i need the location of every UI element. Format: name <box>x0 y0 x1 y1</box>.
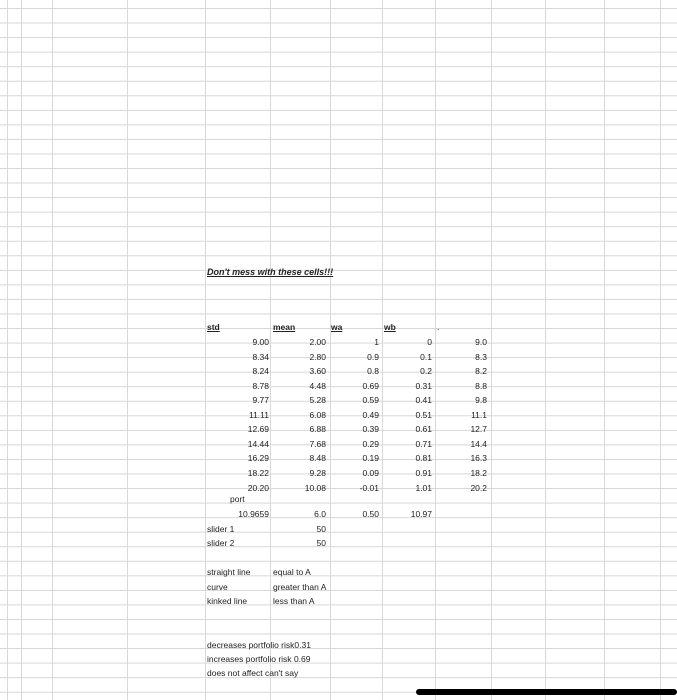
cell-mean[interactable]: 3.60 <box>309 366 326 377</box>
cell-wa[interactable]: 0.09 <box>362 468 379 478</box>
port-std[interactable]: 10.9659 <box>238 509 269 519</box>
cell-extra[interactable]: 8.3 <box>475 351 487 362</box>
warning-text: Don't mess with these cells!!! <box>207 267 334 277</box>
cell-wb[interactable]: 1.01 <box>415 482 432 493</box>
cell-wa[interactable]: 0.49 <box>362 409 379 420</box>
header-mean: mean <box>273 322 296 332</box>
cell-extra[interactable]: 14.4 <box>470 438 487 449</box>
cell-wa[interactable]: 0.69 <box>362 380 379 391</box>
cell-std[interactable]: 9.77 <box>252 395 269 406</box>
effect-item <box>207 654 310 665</box>
port-wa[interactable]: 0.50 <box>362 509 379 519</box>
cell-wa[interactable]: 1 <box>374 337 379 347</box>
cell-extra[interactable]: 8.8 <box>475 380 487 391</box>
slider-1-value[interactable]: 50 <box>316 524 326 534</box>
shape-label: kinked line <box>207 596 248 606</box>
column-divider <box>205 0 206 700</box>
column-divider <box>52 0 53 700</box>
cell-mean[interactable]: 4.48 <box>309 380 326 391</box>
cell-extra[interactable]: 16.3 <box>470 453 487 464</box>
column-divider <box>21 0 22 700</box>
cell-std[interactable]: 14.44 <box>247 438 269 449</box>
cell-std[interactable]: 8.34 <box>252 351 269 362</box>
cell-mean[interactable]: 7.68 <box>309 438 326 449</box>
effect-value: 0.31 <box>294 640 311 650</box>
port-label: port <box>230 494 245 504</box>
cell-mean[interactable]: 9.28 <box>309 468 326 478</box>
cell-wa[interactable]: 0.39 <box>362 424 379 435</box>
effect-item <box>207 668 298 679</box>
cell-extra[interactable]: 9.8 <box>475 395 487 406</box>
cell-wa[interactable]: -0.01 <box>359 482 379 493</box>
column-divider <box>7 0 8 700</box>
header-wa: wa <box>331 322 343 332</box>
slider-1-label: slider 1 <box>207 524 235 534</box>
shape-relation: greater than A <box>273 582 327 592</box>
cell-wb[interactable]: 0.31 <box>415 380 432 391</box>
cell-mean[interactable]: 6.08 <box>309 409 326 420</box>
cell-extra[interactable]: 12.7 <box>470 424 487 435</box>
slider-2-label: slider 2 <box>207 538 235 548</box>
effect-label: increases portfolio risk <box>207 654 292 664</box>
cell-std[interactable]: 8.24 <box>252 366 269 377</box>
shape-relation: equal to A <box>273 567 311 577</box>
port-wb[interactable]: 10.97 <box>410 509 432 519</box>
column-divider <box>545 0 546 700</box>
cell-std[interactable]: 9.00 <box>252 337 269 347</box>
cell-std[interactable]: 18.22 <box>247 468 269 478</box>
cell-wb[interactable]: 0 <box>427 337 432 347</box>
cell-wa[interactable]: 0.59 <box>362 395 379 406</box>
header-wb: wb <box>384 322 396 332</box>
cell-std[interactable]: 16.29 <box>247 453 269 464</box>
effect-value: can't say <box>264 668 299 678</box>
cell-std[interactable]: 8.78 <box>252 380 269 391</box>
effect-label: decreases portfolio risk <box>207 640 295 650</box>
cell-wa[interactable]: 0.9 <box>367 351 379 362</box>
column-divider <box>491 0 492 700</box>
cell-mean[interactable]: 6.88 <box>309 424 326 435</box>
cell-mean[interactable]: 10.08 <box>304 482 326 493</box>
cell-std[interactable]: 11.11 <box>248 409 269 420</box>
header-extra: . <box>437 322 440 332</box>
shape-label: curve <box>207 582 228 592</box>
cell-wb[interactable]: 0.41 <box>415 395 432 406</box>
column-divider <box>382 0 383 700</box>
effect-label: does not affect <box>207 668 263 678</box>
cell-extra[interactable]: 8.2 <box>475 366 487 377</box>
column-divider <box>435 0 436 700</box>
cell-wb[interactable]: 0.51 <box>415 409 432 420</box>
cell-mean[interactable]: 2.00 <box>309 337 326 347</box>
cell-mean[interactable]: 5.28 <box>309 395 326 406</box>
cell-std[interactable]: 12.69 <box>247 424 269 435</box>
column-divider <box>660 0 661 700</box>
cell-wa[interactable]: 0.29 <box>362 438 379 449</box>
cell-extra[interactable]: 11.1 <box>471 409 487 420</box>
cell-wb[interactable]: 0.2 <box>420 366 432 377</box>
effect-item <box>207 640 311 651</box>
cell-wa[interactable]: 0.8 <box>367 366 379 377</box>
cell-std[interactable]: 20.20 <box>247 482 269 493</box>
cell-wb[interactable]: 0.81 <box>415 453 432 464</box>
cell-extra[interactable]: 20.2 <box>470 482 487 493</box>
shape-relation: less than A <box>273 596 315 606</box>
cell-wb[interactable]: 0.91 <box>415 468 432 478</box>
cell-mean[interactable]: 2.80 <box>309 351 326 362</box>
cell-wa[interactable]: 0.19 <box>362 453 379 464</box>
home-indicator <box>416 689 677 695</box>
cell-extra[interactable]: 9.0 <box>475 337 487 347</box>
port-mean[interactable]: 6.0 <box>314 509 326 519</box>
cell-extra[interactable]: 18.2 <box>470 468 487 478</box>
column-divider <box>270 0 271 700</box>
effect-value: 0.69 <box>293 654 311 664</box>
slider-2-value[interactable]: 50 <box>316 538 326 548</box>
column-divider <box>330 0 331 700</box>
cell-wb[interactable]: 0.71 <box>415 438 432 449</box>
header-std: std <box>207 322 220 332</box>
shape-label: straight line <box>207 567 251 577</box>
column-divider <box>604 0 605 700</box>
cell-mean[interactable]: 8.48 <box>309 453 326 464</box>
cell-wb[interactable]: 0.1 <box>420 351 432 362</box>
cell-wb[interactable]: 0.61 <box>415 424 432 435</box>
column-divider <box>127 0 128 700</box>
